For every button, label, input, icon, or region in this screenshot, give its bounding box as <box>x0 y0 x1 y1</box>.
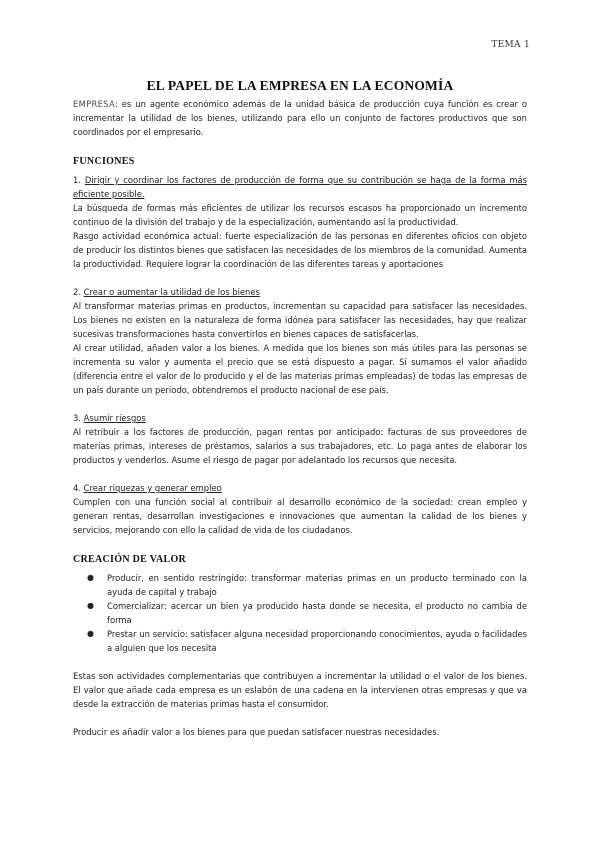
funcion-2 <box>73 285 527 397</box>
creacion-paragraph: Estas son actividades complementarias que contribuyen a incrementar la utilidad o el valor de los bienes. El valor que añade cada empresa es un eslabón de una cadena en la intervienen otras empresas y que va desde la extracción de materias primas hasta el consumidor. <box>73 671 527 709</box>
funcion-4-title-text: Crear riquezas y generar empleo <box>83 483 222 493</box>
funcion-1-paragraph-1: La búsqueda de formas más eficientes de utilizar los recursos escasos ha proporcionado un incremento continuo de la división del trabajo y de la especialización, aumentando así la productividad. <box>73 203 527 227</box>
funcion-4 <box>73 481 527 537</box>
funcion-2-title <box>73 285 527 299</box>
funcion-4-number: 4. <box>73 483 81 493</box>
creacion-bullet-list <box>73 571 527 655</box>
list-item <box>73 599 527 627</box>
bullet-icon: ● <box>87 629 94 638</box>
bullet-icon: ● <box>87 573 94 582</box>
list-item-text: Prestar un servicio: satisfacer alguna necesidad proporcionando conocimientos, ayuda o facilidades a alguien que los necesita <box>107 629 527 653</box>
funciones-heading: FUNCIONES <box>73 156 135 167</box>
funcion-3-title-text: Asumir riesgos <box>83 413 146 423</box>
list-item <box>73 627 527 655</box>
document-body <box>73 97 527 739</box>
funcion-1 <box>73 173 527 271</box>
closing-sentence: Producir es añadir valor a los bienes para que puedan satisfacer nuestras necesidades. <box>73 727 440 737</box>
funcion-2-title-text: Crear o aumentar la utilidad de los bienes <box>83 287 260 297</box>
funcion-1-paragraph-2: Rasgo actividad económica actual: fuerte especialización de las personas en diferentes oficios con objeto de producir los distintos bienes que satisfacen las necesidades de los miembros de la comunidad. Aumenta la productividad. Requiere lograr la coordinación de las diferentes tareas y aportaciones <box>73 231 527 269</box>
document-title: EL PAPEL DE LA EMPRESA EN LA ECONOMÍA <box>146 78 454 93</box>
funcion-1-title-text: Dirigir y coordinar los factores de producción de forma que su contribución se haga de la forma más eficiente posible. <box>73 175 527 199</box>
funcion-3 <box>73 411 527 467</box>
creacion-heading: CREACIÓN DE VALOR <box>73 554 187 565</box>
funcion-1-title <box>73 173 527 201</box>
funcion-4-paragraph-1: Cumplen con una función social al contribuir al desarrollo económico de la sociedad: crean empleo y generan rentas, desarrollan investigaciones e innovaciones que aumentan la calidad de los bienes y servicios, mejorando con ello la calidad de vida de los ciudadanos. <box>73 497 527 535</box>
intro-text: : es un agente económico además de la unidad básica de producción cuya función es crear o incrementar la utilidad de los bienes, utilizando para ello un conjunto de factores productivos que son coordinados por el empresario. <box>73 99 527 137</box>
funcion-1-number: 1. <box>73 175 81 185</box>
intro-paragraph <box>73 97 527 139</box>
funcion-2-number: 2. <box>73 287 81 297</box>
funcion-4-title <box>73 481 527 495</box>
bullet-icon: ● <box>87 601 94 610</box>
funcion-3-number: 3. <box>73 413 81 423</box>
list-item <box>73 571 527 599</box>
list-item-text: Comercializar: acercar un bien ya producido hasta donde se necesita, el producto no cambia de forma <box>107 601 527 625</box>
page-header-tema: TEMA 1 <box>491 40 530 50</box>
list-item-text: Producir, en sentido restringido: transformar materias primas en un producto terminado con la ayuda de capital y trabajo <box>107 573 527 597</box>
funcion-2-paragraph-2: Al crear utilidad, añaden valor a los bienes. A medida que los bienes son más útiles para las personas se incrementa su valor y aumenta el precio que se está dispuesto a pagar. Si sumamos el valor añadido (diferencia entre el valor de lo producido y el de las materias primas empleadas) de todas las empresas de un país durante un periodo, obtendremos el producto nacional de ese país. <box>73 343 527 395</box>
intro-term: EMPRESA <box>73 99 115 109</box>
funcion-2-paragraph-1: Al transformar materias primas en productos, incrementan su capacidad para satisfacer las necesidades. Los bienes no existen en la naturaleza de forma idónea para satisfacer las necesidades, hay que realizar sucesivas transformaciones hasta convertirlos en bienes capaces de satisfacerlas. <box>73 301 527 339</box>
funcion-3-paragraph-1: Al retribuir a los factores de producción, pagan rentas por anticipado: facturas de sus proveedores de materias primas, intereses de préstamos, salarios a sus trabajadores, etc. Lo paga antes de elaborar los productos y venderlos. Asume el riesgo de pagar por adelantado los recursos que necesita. <box>73 427 527 465</box>
funcion-3-title <box>73 411 527 425</box>
